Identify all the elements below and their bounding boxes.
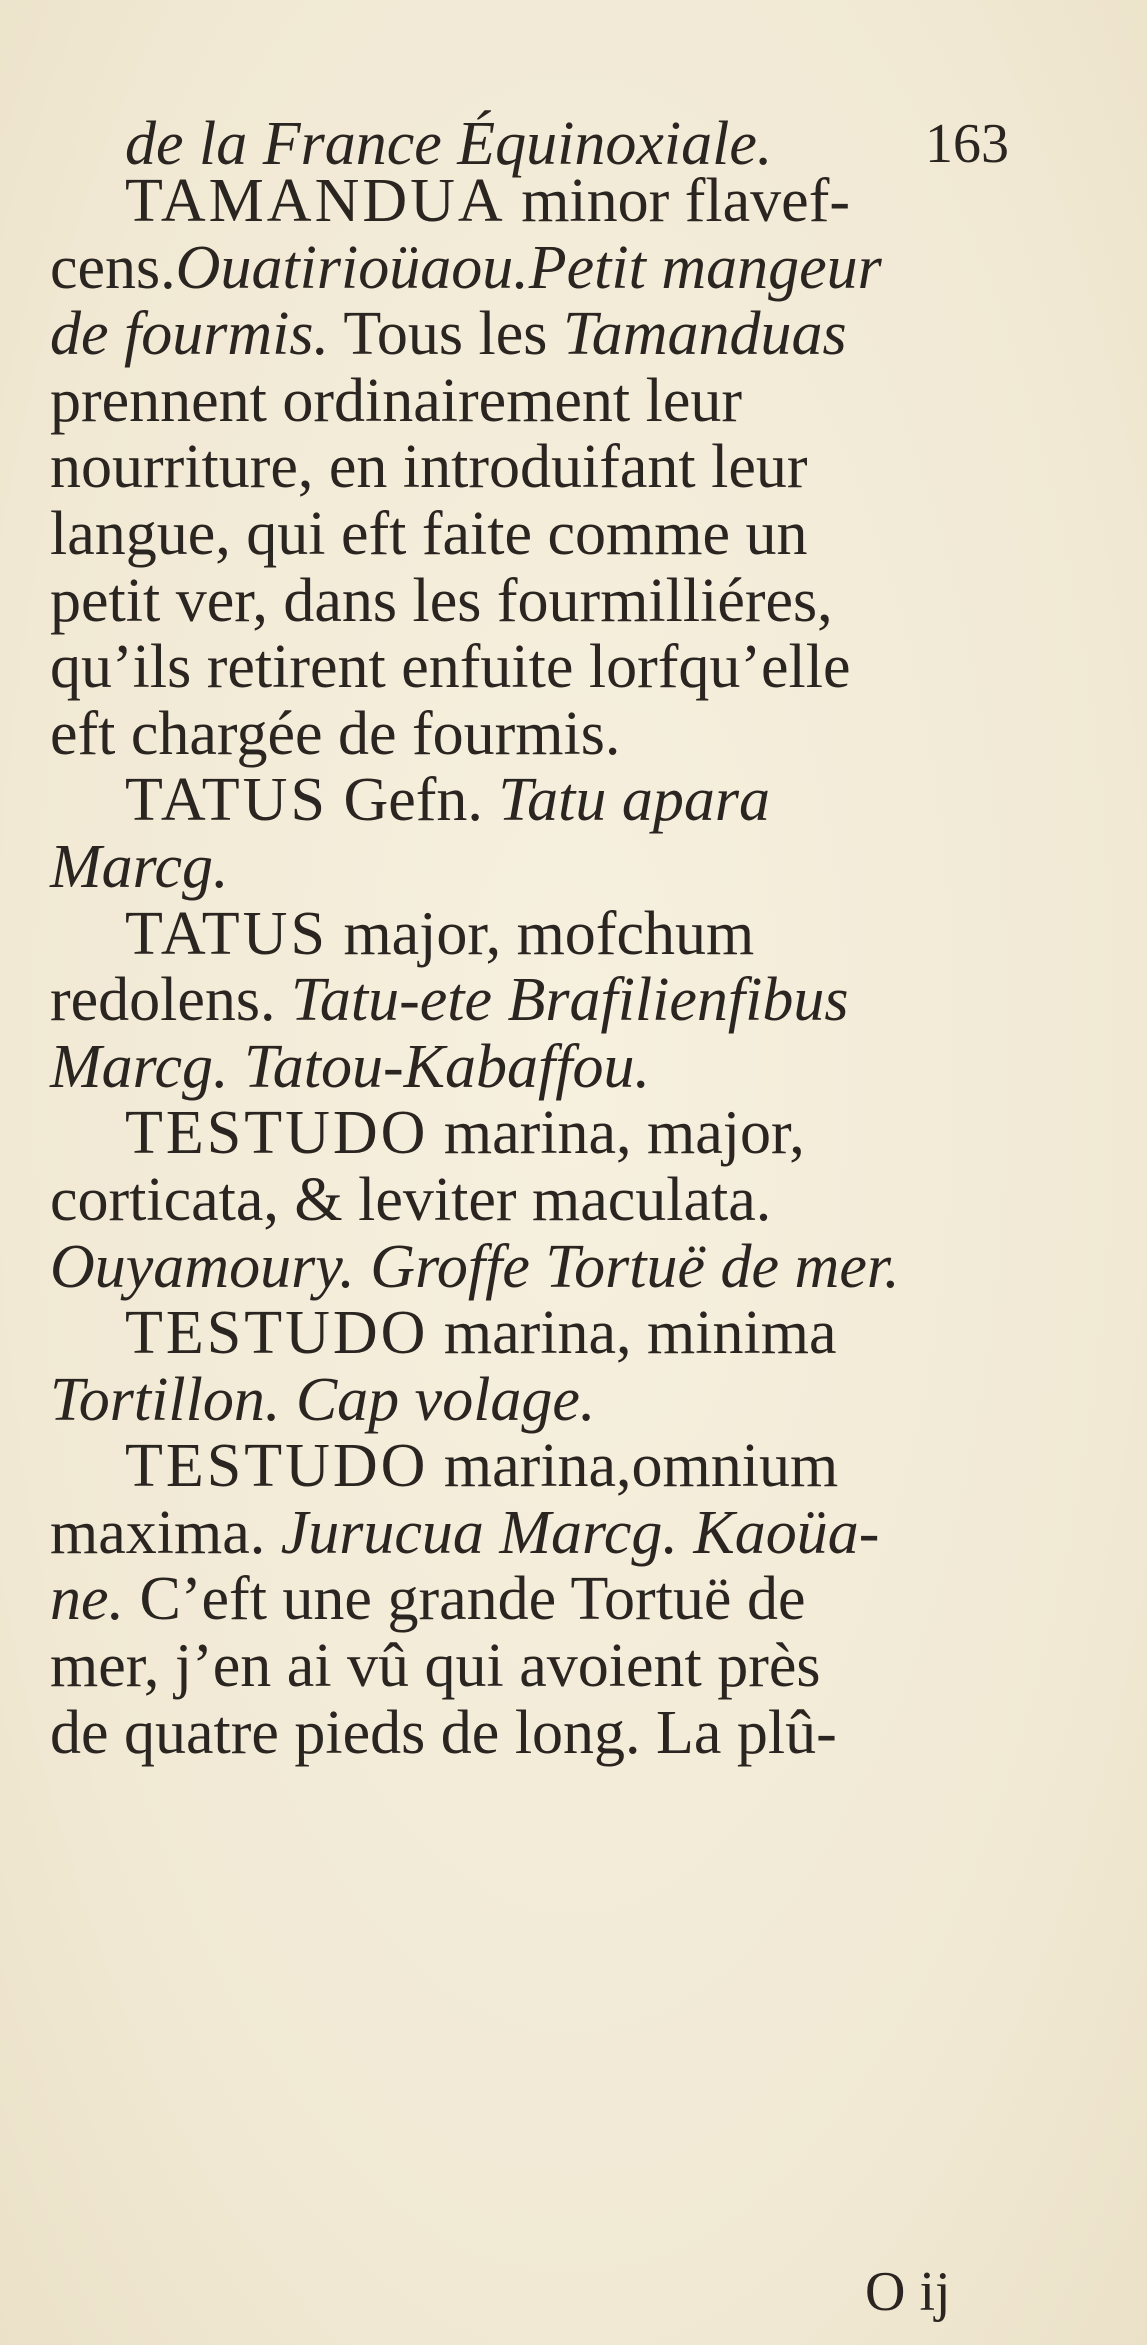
text-run: marina, minima bbox=[428, 1299, 837, 1368]
text-line bbox=[50, 1234, 970, 1301]
text-run: major, mofchum bbox=[327, 899, 755, 968]
text-run: Tamanduas bbox=[562, 300, 847, 369]
text-run: eft chargée de fourmis. bbox=[50, 699, 621, 768]
text-run: Marcg. Tatou-Kabaffou. bbox=[50, 1032, 650, 1101]
page-number: 163 bbox=[925, 113, 1009, 175]
text-line bbox=[50, 434, 970, 501]
text-line bbox=[50, 1100, 970, 1167]
text-line bbox=[50, 1700, 970, 1767]
signature-mark: O ij bbox=[865, 2261, 951, 2323]
text-run: corticata, & leviter maculata. bbox=[50, 1165, 772, 1234]
text-run: marina, major, bbox=[428, 1099, 805, 1168]
text-run: mer, j’en ai vû qui avoient près bbox=[50, 1632, 821, 1701]
text-line bbox=[50, 1367, 970, 1434]
text-run: TAMANDUA bbox=[125, 167, 506, 235]
text-line bbox=[50, 1500, 970, 1567]
text-run: maxima. bbox=[50, 1498, 281, 1567]
text-run: marina,omnium bbox=[428, 1432, 839, 1501]
text-line bbox=[50, 834, 970, 901]
text-line bbox=[50, 301, 970, 368]
text-run: Ouyamoury. Groffe Tortuë de mer. bbox=[50, 1232, 900, 1301]
text-run: Gefn. bbox=[327, 766, 499, 835]
text-run: Marcg. bbox=[50, 832, 229, 901]
text-line bbox=[50, 634, 970, 701]
text-run: C’eft une grande Tortuë de bbox=[124, 1565, 806, 1634]
text-line bbox=[50, 1633, 970, 1700]
text-run: Ouatirioüaou.Petit mangeur bbox=[175, 233, 882, 302]
text-run: qu’ils retirent enfuite lorfqu’elle bbox=[50, 633, 851, 702]
text-run: ne. bbox=[50, 1565, 125, 1634]
running-head: de la France Équinoxiale. bbox=[125, 110, 773, 178]
text-run: Tous les bbox=[329, 300, 563, 369]
text-run: minor flavef- bbox=[505, 167, 850, 235]
text-run: Tortillon. Cap volage. bbox=[50, 1365, 596, 1434]
text-run: TATUS bbox=[125, 766, 328, 835]
text-line bbox=[50, 701, 970, 768]
text-run: TATUS bbox=[125, 899, 328, 968]
text-line bbox=[50, 168, 970, 235]
text-run: Jurucua Marcg. Kaoüa- bbox=[280, 1498, 880, 1567]
text-run: de quatre pieds de long. La plû- bbox=[50, 1698, 837, 1767]
text-run: langue, qui eft faite comme un bbox=[50, 499, 808, 568]
text-run: nourriture, en introduifant leur bbox=[50, 433, 808, 502]
text-run: TESTUDO bbox=[125, 1432, 429, 1501]
text-run: TESTUDO bbox=[125, 1099, 429, 1168]
text-run: Tatu-ete Brafilienfibus bbox=[291, 966, 849, 1035]
text-line bbox=[50, 901, 970, 968]
text-line bbox=[50, 1433, 970, 1500]
text-run: cens. bbox=[50, 233, 176, 302]
text-run: prennent ordinairement leur bbox=[50, 366, 743, 435]
text-line bbox=[50, 368, 970, 435]
text-line bbox=[50, 967, 970, 1034]
text-run: petit ver, dans les fourmilliéres, bbox=[50, 566, 833, 635]
text-line bbox=[50, 1566, 970, 1633]
text-line bbox=[50, 568, 970, 635]
text-line bbox=[50, 1034, 970, 1101]
text-line bbox=[50, 1167, 970, 1234]
text-line bbox=[50, 1300, 970, 1367]
text-run: de fourmis. bbox=[50, 300, 329, 369]
body-text bbox=[50, 168, 970, 1766]
text-line bbox=[50, 501, 970, 568]
text-run: TESTUDO bbox=[125, 1299, 429, 1368]
text-run: redolens. bbox=[50, 966, 292, 1035]
text-line bbox=[50, 235, 970, 302]
text-line bbox=[50, 767, 970, 834]
text-run: Tatu apara bbox=[498, 766, 771, 835]
